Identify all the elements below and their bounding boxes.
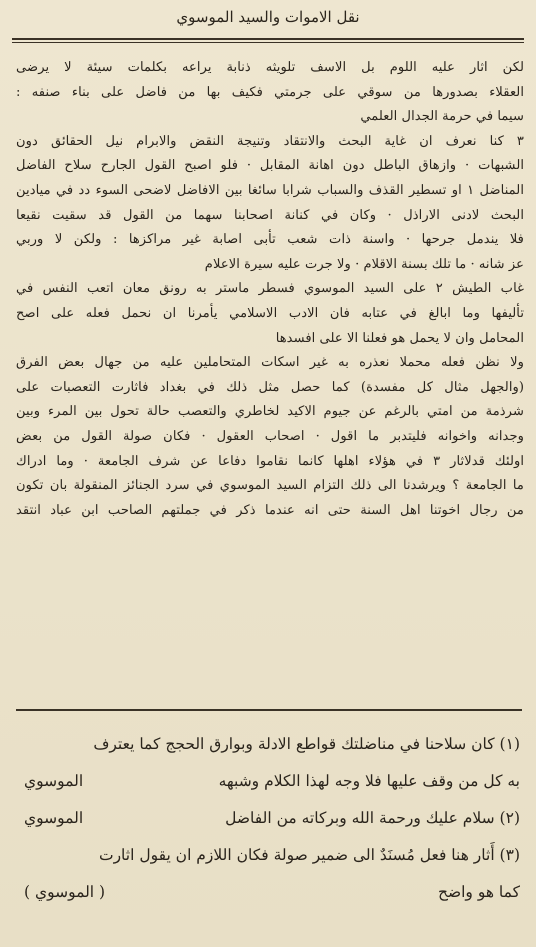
footnote-line [20, 763, 520, 800]
footnote-text: به كل من وقف عليها فلا وجه لهذا الكلام وشبهه [218, 772, 520, 790]
header-rule-thin [12, 42, 524, 43]
footnote-signature: الموسوي [24, 809, 84, 827]
footnote-line [20, 800, 520, 837]
footnote-rule [16, 709, 522, 711]
main-text [16, 56, 524, 523]
text-line: ما الجامعة ؟ ويرشدنا الى ذلك التزام السيد الموسوي في سرد الجنائز المنقولة بان تكون [16, 478, 524, 494]
running-header: نقل الاموات والسيد الموسوي [176, 8, 360, 26]
text-line: المحامل وان لا يحمل هو فعلنا الا على افسدها [275, 330, 524, 346]
text-line: وجدانه واخوانه فليتدبر ما اقول · اصحاب العقول · فكان صولة القول من بعض [16, 428, 524, 444]
text-line: غاب الطيش ٢ على السيد الموسوي فسطر ماستر به رونق معان اتعب النفس في [16, 281, 524, 297]
footnote-signature: الموسوي [24, 772, 84, 790]
text-line: تأليفها وما ابالغ في عتابه فان الادب الاسلامي يأمرنا ان نحمل فعله على اصح [16, 305, 524, 321]
text-line: سيما في حرمة الجدال العلمي [360, 109, 524, 125]
footnote-line [20, 837, 520, 874]
header-rule [12, 38, 524, 40]
footnote-text: (١) كان سلاحنا في مناضلتك قواطع الادلة وبوارق الحجج كما يعترف [93, 735, 520, 753]
text-line: الشبهات · وازهاق الباطل دون اهانة المقابل · فلو اصبح القول الجارح سلاح الفاضل [16, 158, 524, 174]
footnote-text: كما هو واضح [437, 883, 520, 901]
text-line: من رجال اخوتنا اهل السنة حتى انه عندما ذكر في جملتهم الصاحب ابن عباد انتقد [16, 502, 524, 518]
footnote-signature: ( الموسوي ) [24, 883, 106, 901]
footnote-line [20, 874, 520, 911]
text-line: المناضل ١ او تسطير القذف والسباب شرابا سائغا بين الافاضل لاضحى السوء دد في ميادين [16, 182, 524, 198]
text-line: فلا يندمل جرحها · واسنة ذات شعب تأبى اصابة غير مراكزها : ولكن لا وربي [16, 232, 524, 248]
text-line: ولا نظن فعله محملا نعذره به غير اسكات المتحاملين عليه من جهال بعض الفرق [16, 355, 524, 371]
text-line: شرذمة من امتي بالرغم عن جيوم الاكيد لخاطري والتعصب حالة تحول بين المرء وبين [16, 404, 524, 420]
text-line: (والجهل مثال كل مفسدة) كما حصل مثل ذلك في بغداد فاثارت التعصبات على [16, 379, 524, 395]
footnote-text: (٢) سلام عليك ورحمة الله وبركاته من الفاضل [225, 809, 520, 827]
footnote-text: (٣) أَثار هنا فعل مُسنَدٌ الى ضمير صولة فكان اللازم ان يقول اثارت [98, 846, 520, 864]
footnotes [20, 726, 520, 911]
footnote-line [20, 726, 520, 763]
text-line: ٣ كنا نعرف ان غاية البحث والانتقاد وتنيجة النقض والابرام نيل الحقائق دون [16, 133, 524, 149]
text-line: اولئك قدلاثار ٣ في هؤلاء اهلها كانما نقاموا دفاعا عن شرف الجامعة · وما ادراك [16, 453, 524, 469]
text-line: العقلاء بصدورها من سوقي على جرمتي فكيف بها من فاضل على بناء صنفه : [16, 84, 524, 100]
text-line: عز شانه · ما تلك بسنة الاقلام · ولا جرت عليه سيرة الاعلام [204, 256, 524, 272]
text-line: لكن اثار عليه اللوم بل الاسف تلويثه ذنابة يراعه بكلمات سيئة لا يرضى [16, 60, 524, 75]
text-line: البحث لادنى الاراذل · وكان في كنانة اصحابنا سهما من القول قد سقيت نقيعا [16, 207, 524, 223]
